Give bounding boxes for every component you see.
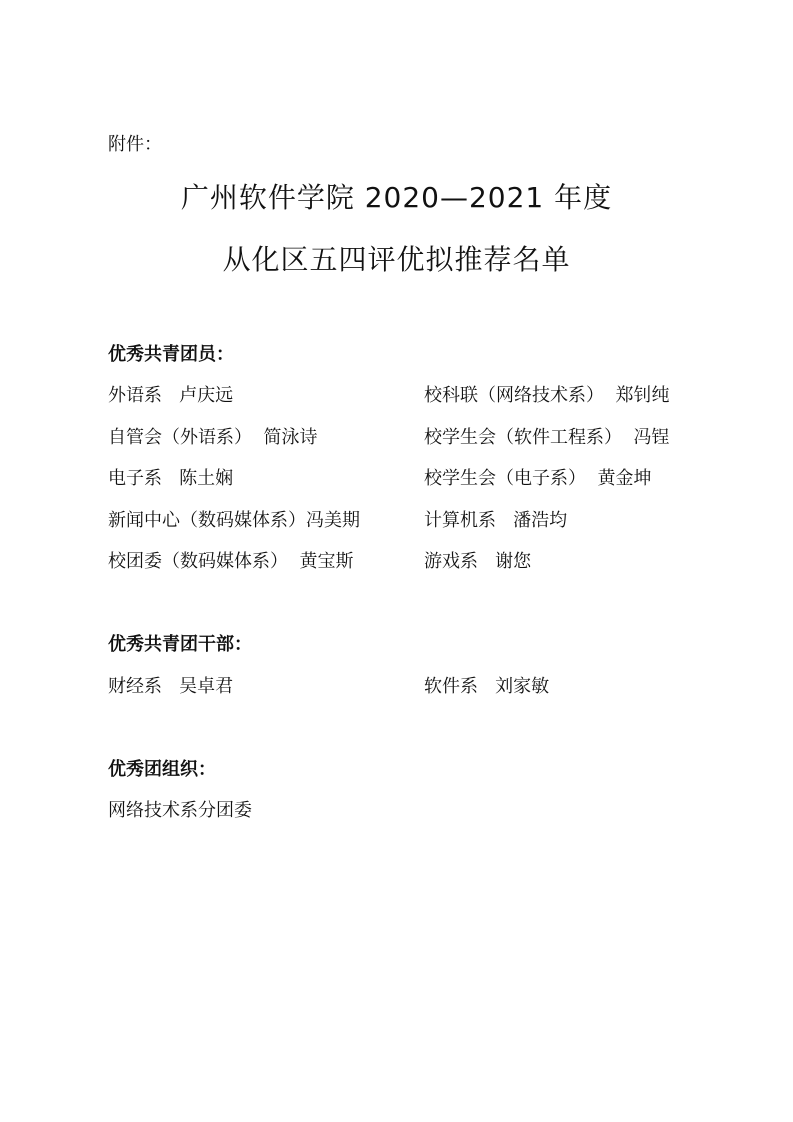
- list-item: 校团委（数码媒体系） 黄宝斯: [108, 551, 354, 572]
- list-item: 校学生会（软件工程系） 冯锃: [424, 427, 670, 448]
- list-item: 电子系 陈土娴: [108, 468, 234, 489]
- section-heading-outstanding-organization: 优秀团组织：: [108, 759, 216, 780]
- attachment-label: 附件：: [108, 134, 162, 155]
- document-title-line-2: 从化区五四评优拟推荐名单: [222, 243, 571, 276]
- section-heading-outstanding-members: 优秀共青团员：: [108, 344, 234, 365]
- list-item: 校科联（网络技术系） 郑钊纯: [424, 385, 670, 406]
- document-title-line-1: 广州软件学院 2020—2021 年度: [180, 181, 613, 214]
- list-item: 自管会（外语系） 简泳诗: [108, 427, 318, 448]
- list-item: 软件系 刘家敏: [424, 676, 550, 697]
- section-heading-outstanding-cadres: 优秀共青团干部：: [108, 634, 252, 655]
- list-item: 游戏系 谢您: [424, 551, 532, 572]
- list-item: 新闻中心（数码媒体系）冯美期: [108, 510, 360, 531]
- list-item: 计算机系 潘浩均: [424, 510, 568, 531]
- list-item: 外语系 卢庆远: [108, 385, 234, 406]
- list-item: 网络技术系分团委: [108, 800, 252, 821]
- list-item: 校学生会（电子系） 黄金坤: [424, 468, 652, 489]
- list-item: 财经系 吴卓君: [108, 676, 234, 697]
